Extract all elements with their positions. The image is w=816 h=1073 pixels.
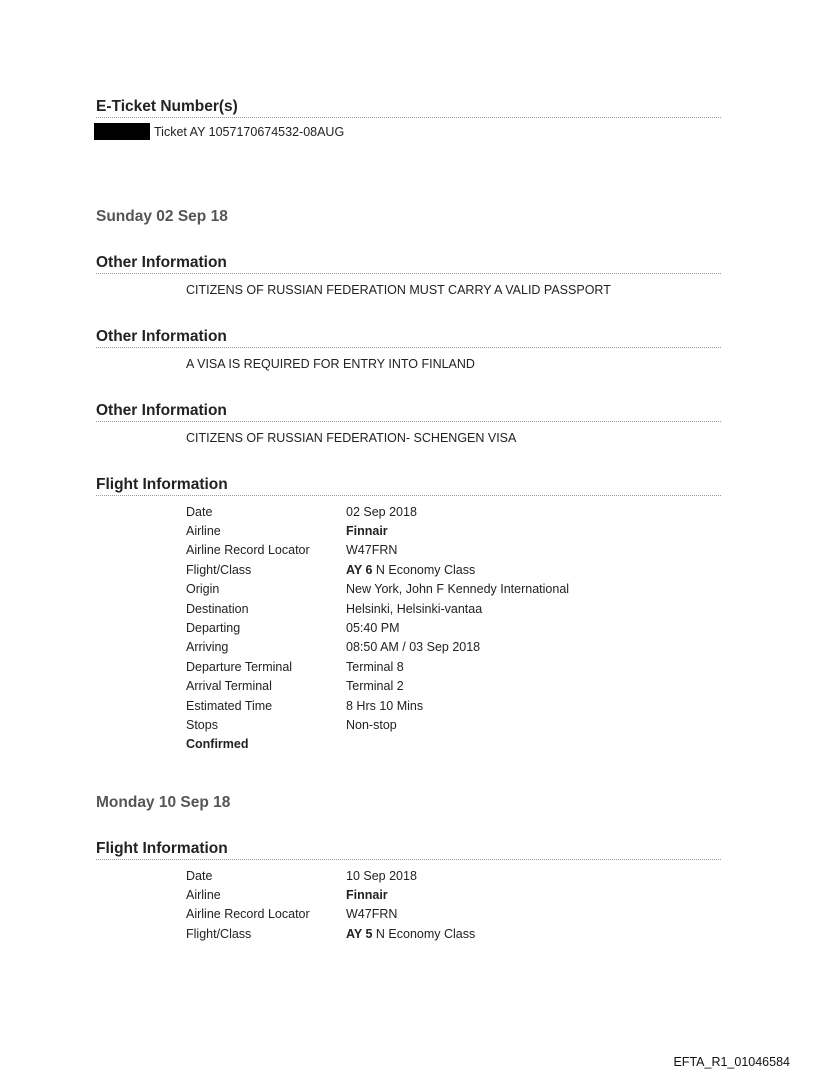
value (346, 524, 388, 538)
label: Airline (186, 888, 221, 903)
airline-name: Finnair (346, 524, 388, 539)
flight-row-stops (186, 715, 569, 734)
flight-row-airline (186, 885, 475, 904)
flight-row-date (186, 502, 569, 521)
flight-row-class (186, 924, 475, 943)
flight-row-date (186, 866, 475, 885)
label: Date (186, 504, 213, 519)
label: Destination (186, 601, 249, 616)
document-id: EFTA_R1_01046584 (673, 1055, 790, 1069)
label: Date (186, 868, 213, 883)
value: W47FRN (346, 543, 398, 558)
other-info-text-3: CITIZENS OF RUSSIAN FEDERATION- SCHENGEN VISA (186, 431, 517, 445)
flight-details-1 (186, 502, 569, 754)
other-info-text-2: A VISA IS REQUIRED FOR ENTRY INTO FINLAND (186, 357, 475, 371)
other-info-heading-3: Other Information (96, 402, 721, 422)
flight-number: AY 5 (346, 926, 373, 941)
ticket-number: Ticket AY 1057170674532-08AUG (154, 124, 345, 139)
day-heading-2: Monday 10 Sep 18 (96, 794, 231, 811)
label: Arrival Terminal (186, 679, 272, 694)
label: Origin (186, 582, 220, 597)
eticket-heading: E-Ticket Number(s) (96, 98, 721, 118)
label: Departing (186, 621, 241, 636)
ticket-row (94, 123, 344, 140)
label: Departure Terminal (186, 659, 293, 674)
flight-number: AY 6 (346, 562, 373, 577)
label: Airline Record Locator (186, 543, 310, 558)
value: Helsinki, Helsinki-vantaa (346, 601, 483, 616)
label: Airline (186, 524, 221, 539)
flight-row-arr-terminal (186, 677, 569, 696)
flight-row-departing (186, 618, 569, 637)
value: 08:50 AM / 03 Sep 2018 (346, 640, 481, 655)
value (346, 563, 475, 577)
flight-row-status (186, 735, 569, 754)
flight-row-airline (186, 521, 569, 540)
value: 10 Sep 2018 (346, 868, 417, 883)
value: 05:40 PM (346, 621, 400, 636)
label: Flight/Class (186, 926, 252, 941)
other-info-text-1: CITIZENS OF RUSSIAN FEDERATION MUST CARRY A VALID PASSPORT (186, 283, 611, 297)
flight-row-origin (186, 580, 569, 599)
value: W47FRN (346, 907, 398, 922)
flight-row-arriving (186, 638, 569, 657)
value: Terminal 2 (346, 679, 404, 694)
label: Airline Record Locator (186, 907, 310, 922)
status-confirmed: Confirmed (186, 737, 249, 752)
flight-row-est-time (186, 696, 569, 715)
value: Non-stop (346, 717, 397, 732)
flight-details-2 (186, 866, 475, 944)
airline-name: Finnair (346, 888, 388, 903)
flight-row-locator (186, 905, 475, 924)
redaction-block (94, 123, 150, 140)
flight-row-destination (186, 599, 569, 618)
label: Stops (186, 717, 218, 732)
label: Flight/Class (186, 562, 252, 577)
day-heading-1: Sunday 02 Sep 18 (96, 208, 228, 225)
value (346, 888, 388, 902)
flight-info-heading-1: Flight Information (96, 476, 721, 496)
value: New York, John F Kennedy International (346, 582, 570, 597)
flight-row-dep-terminal (186, 657, 569, 676)
class-name: N Economy Class (375, 562, 476, 577)
label: Estimated Time (186, 698, 273, 713)
flight-row-class (186, 560, 569, 579)
value: Terminal 8 (346, 659, 404, 674)
flight-row-locator (186, 541, 569, 560)
other-info-heading-2: Other Information (96, 328, 721, 348)
value (346, 927, 475, 941)
flight-info-heading-2: Flight Information (96, 840, 721, 860)
class-name: N Economy Class (375, 926, 476, 941)
value: 02 Sep 2018 (346, 504, 417, 519)
other-info-heading-1: Other Information (96, 254, 721, 274)
value: 8 Hrs 10 Mins (346, 698, 424, 713)
label: Arriving (186, 640, 229, 655)
